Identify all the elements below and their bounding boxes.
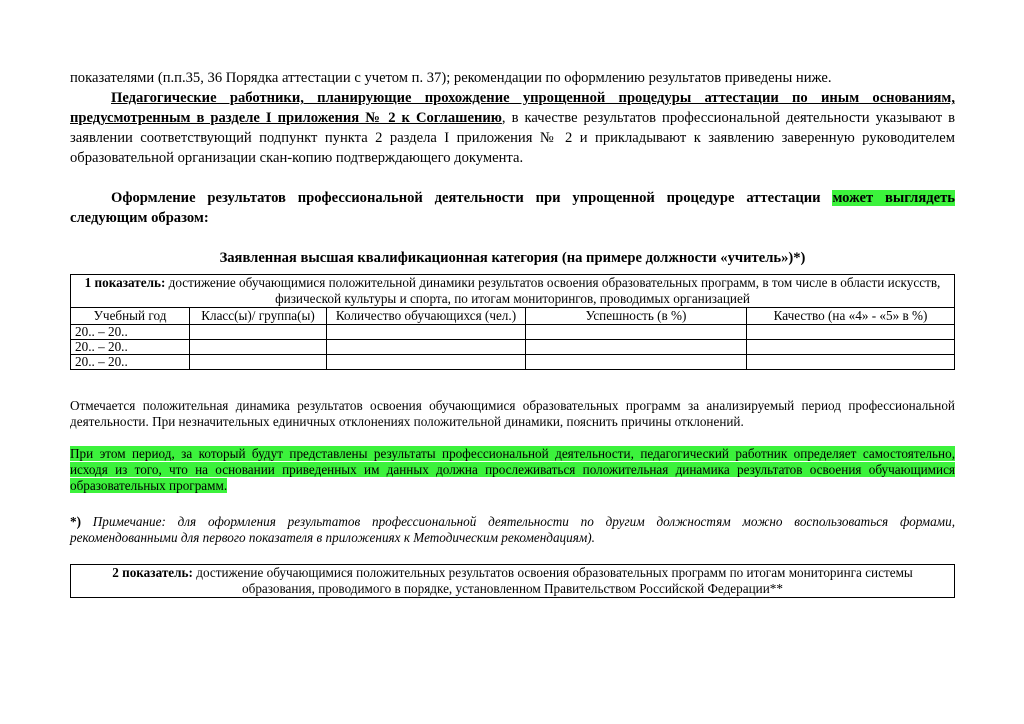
paragraph-rest: , в качестве результатов профессиональной деятельности указывают в заявлении соответствующий подпункт пункта 2 раздела I приложения № 2 и прикладывают к заявлению заверенную руководителем образовательной организации скан-копию подтверждающего документа.: [70, 110, 955, 166]
indicator-1-table: [70, 274, 955, 370]
intro-paragraph: показателями (п.п.35, 36 Порядка аттестации с учетом п. 37); рекомендации по оформлению результатов приведены ниже.: [70, 70, 832, 86]
table-cell-year: 20.. – 20..: [71, 355, 190, 370]
document-page: [70, 68, 955, 598]
column-header: Учебный год: [71, 308, 190, 325]
indicator-2-label: 2 показатель:: [112, 565, 193, 580]
table-cell: [526, 340, 747, 355]
footnote-text: Примечание: для оформления результатов профессиональной деятельности по другим должностям можно воспользоваться формами, рекомендованными для первого показателя в приложениях к Методическим рекомендациям).: [70, 514, 955, 545]
indicator-1-label: 1 показатель:: [84, 275, 166, 290]
paragraph-formatting-start: Оформление результатов профессиональной деятельности при упрощенной процедуре аттестации: [111, 190, 833, 206]
table-cell: [327, 355, 526, 370]
column-header: Класс(ы)/ группа(ы): [190, 308, 327, 325]
period-paragraph: [70, 446, 955, 494]
dynamics-paragraph: Отмечается положительная динамика результатов освоения обучающимися образовательных программ за анализируемый период профессиональной деятельности. При незначительных единичных отклонениях положительной динамики, пояснить причины отклонений.: [70, 398, 955, 429]
table-cell: [526, 325, 747, 340]
column-header: Успешность (в %): [526, 308, 747, 325]
indicator-2-text: достижение обучающимися положительных результатов освоения образовательных программ по итогам мониторинга системы образования, проводимого в порядке, установленном Правительством Российской Федерации**: [192, 565, 913, 596]
indicator-2-table: [70, 564, 955, 598]
table-cell: [747, 325, 955, 340]
paragraph-bold-part: Педагогические работники, планирующие прохождение упрощенной процедуры аттестации по иным основаниям, предусмотренным в разделе I приложения № 2 к Соглашению: [70, 90, 955, 126]
highlighted-text: может выглядеть: [832, 190, 955, 206]
paragraph-formatting-end: следующим образом:: [70, 210, 209, 226]
footnote: [70, 514, 955, 546]
table-cell: [747, 340, 955, 355]
column-header: Количество обучающихся (чел.): [327, 308, 526, 325]
table-cell-year: 20.. – 20..: [71, 325, 190, 340]
indicator-1-text: достижение обучающимися положительной динамики результатов освоения образовательных программ, в том числе в области искусств, физической культуры и спорта, по итогам мониторингов, проводимых организацией: [165, 275, 941, 306]
category-heading: Заявленная высшая квалификационная категория (на примере должности «учитель»)*): [219, 250, 806, 266]
footnote-mark: *): [70, 514, 81, 529]
table-cell: [190, 355, 327, 370]
period-paragraph-highlight: При этом период, за который будут представлены результаты профессиональной деятельности, педагогический работник определяет самостоятельно, исходя из того, что на основании приведенных им данных должна прослеживаться положительная динамика результатов освоения обучающимися образовательных программ.: [70, 446, 955, 493]
paragraph-simplified-procedure: [70, 88, 955, 168]
table-cell: [327, 340, 526, 355]
table-cell: [747, 355, 955, 370]
paragraph-formatting: [70, 188, 955, 228]
table-cell: [190, 340, 327, 355]
indicator-1-caption: [71, 275, 955, 308]
indicator-2-caption: [71, 565, 955, 598]
table-cell-year: 20.. – 20..: [71, 340, 190, 355]
table-cell: [526, 355, 747, 370]
column-header: Качество (на «4» - «5» в %): [747, 308, 955, 325]
table-cell: [327, 325, 526, 340]
table-cell: [190, 325, 327, 340]
